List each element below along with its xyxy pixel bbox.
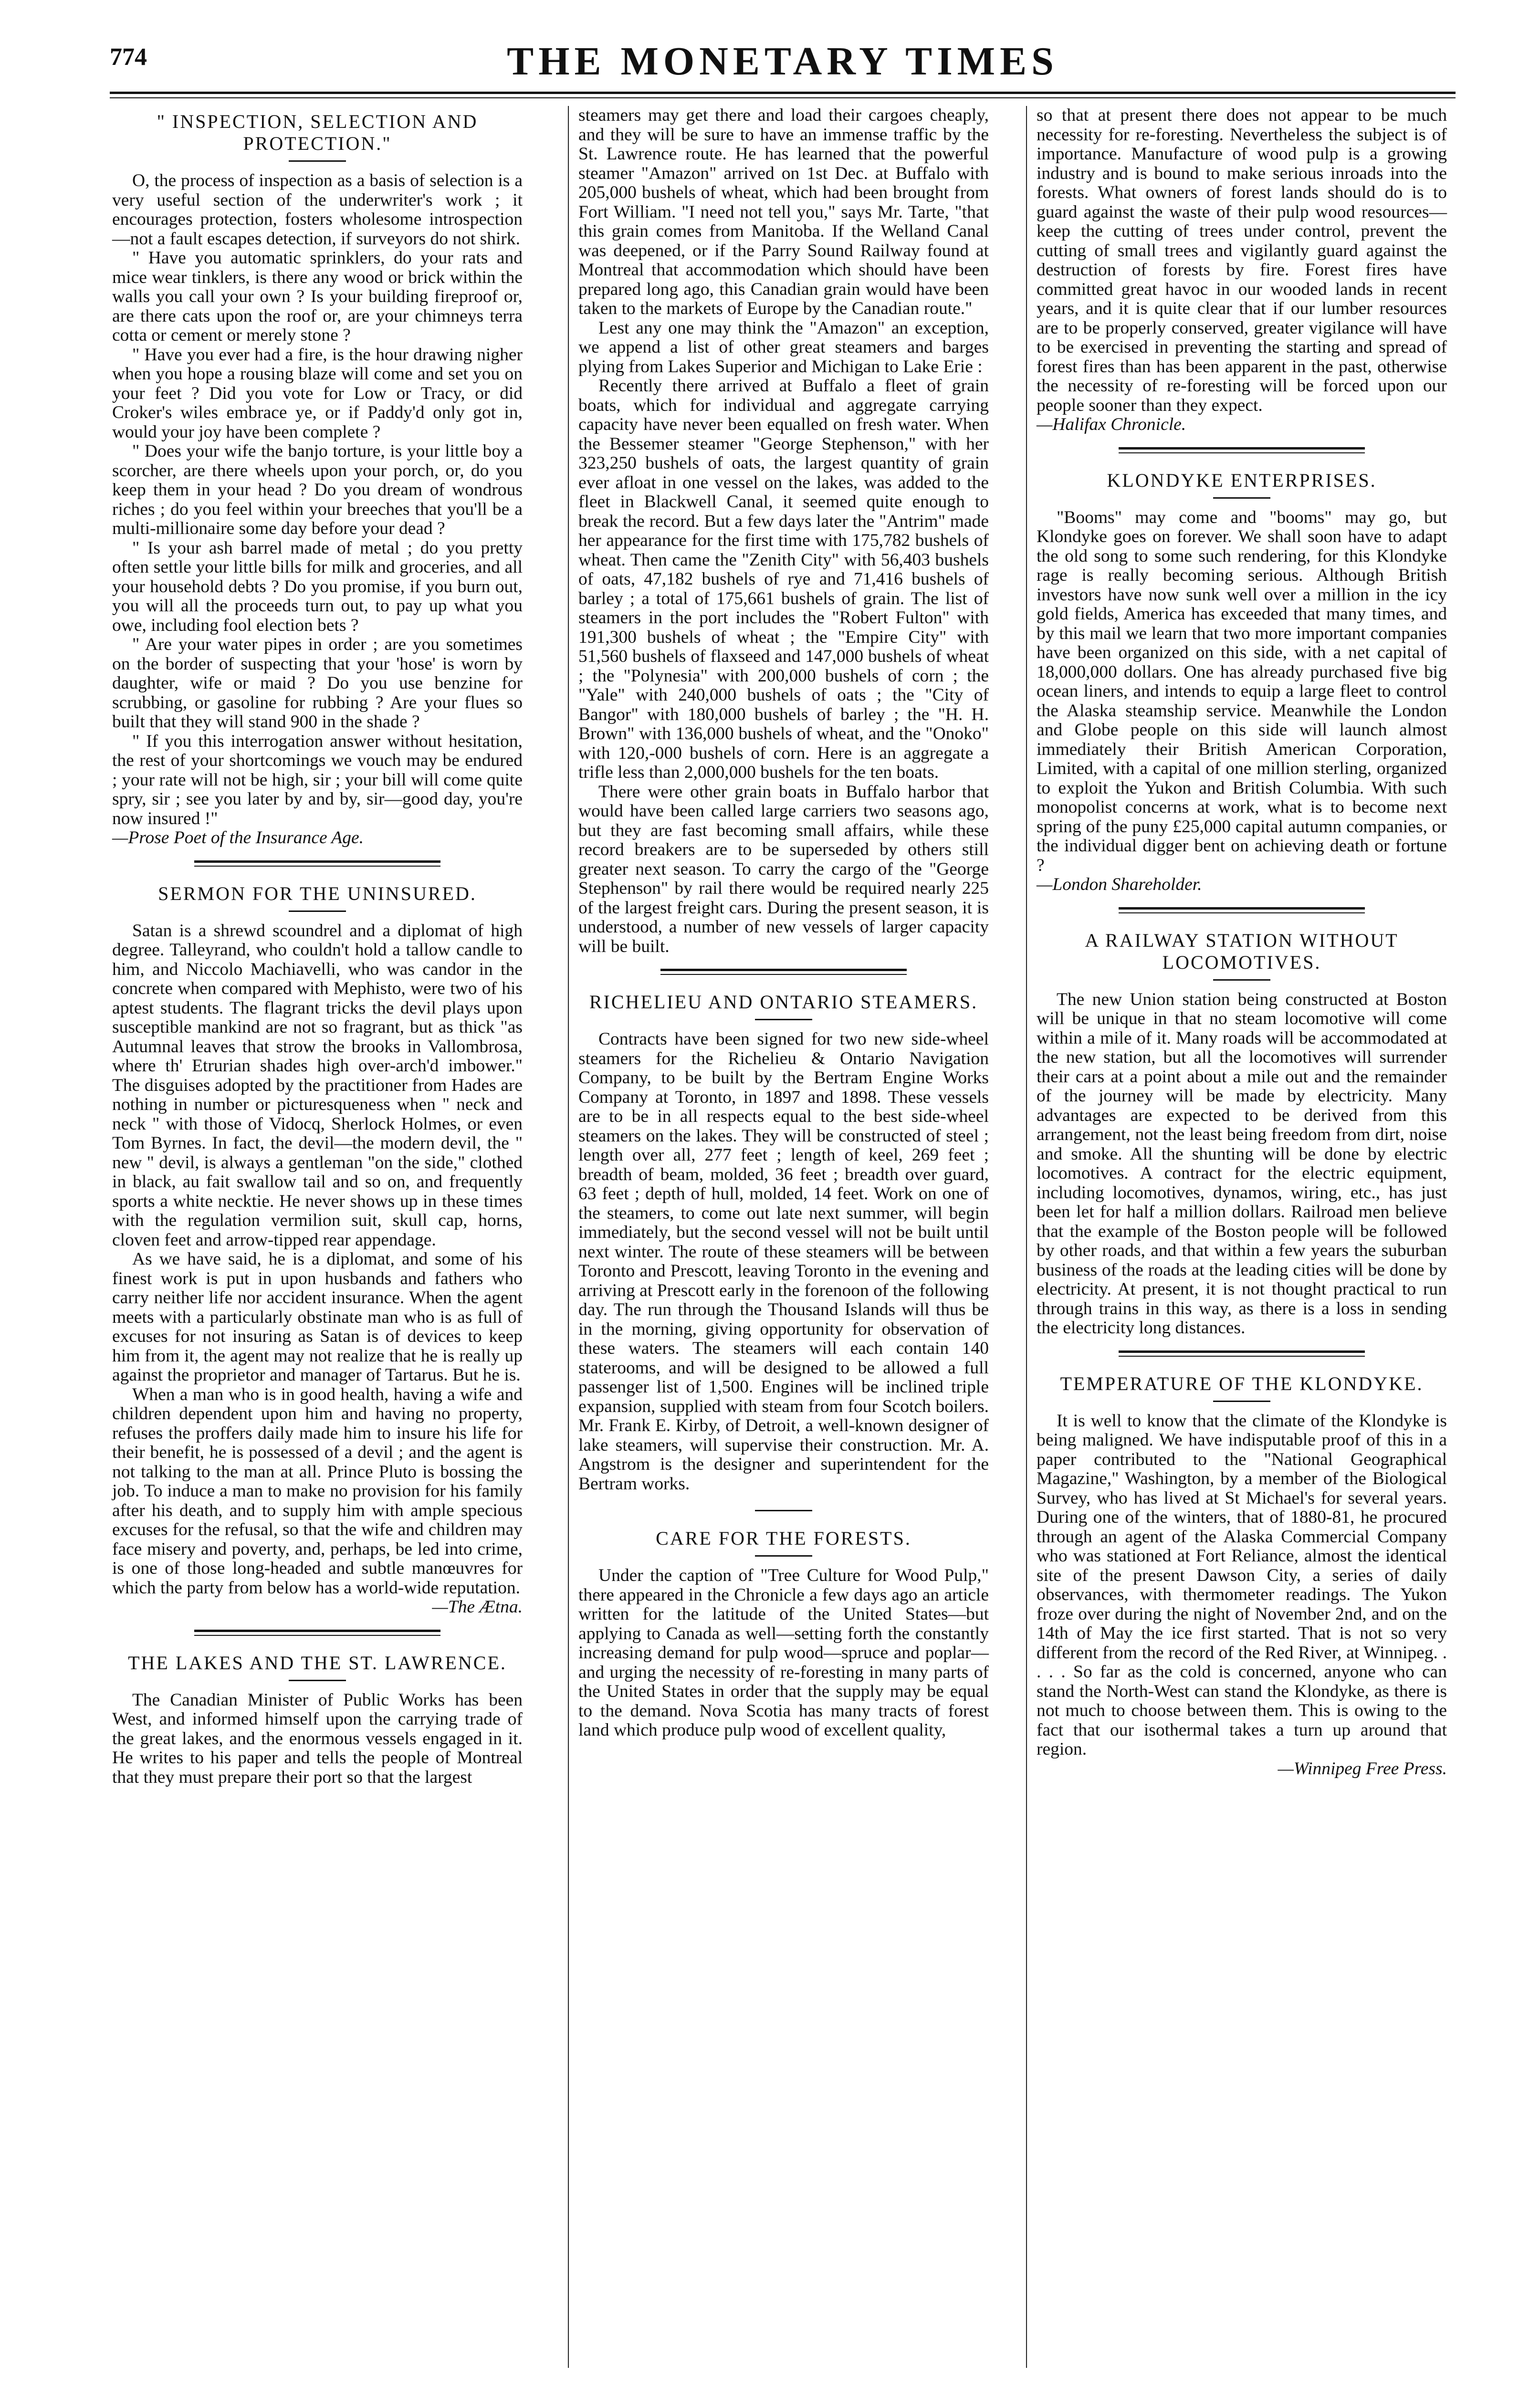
article-title-richelieu: RICHELIEU AND ONTARIO STEAMERS. xyxy=(589,991,978,1013)
short-rule xyxy=(755,1555,812,1557)
masthead-title: THE MONETARY TIMES xyxy=(507,39,1058,84)
paragraph: The Canadian Minister of Public Works has been West, and informed himself upon the carrying trade of the great lakes, and the enormous vessels engaged in it. He writes to his paper and tells the people of Montreal that they must prepare their port so that the largest xyxy=(112,1690,523,1787)
source-text: —The Ætna. xyxy=(432,1597,523,1617)
section-divider xyxy=(1119,907,1365,913)
paragraph: O, the process of inspection as a basis of selection is a very useful section of the underwriter's work ; it encourages protection, fosters wholesome introspection—not a fault escapes detection, if surveyors do not shirk. xyxy=(112,171,523,249)
source-credit xyxy=(1037,1759,1447,1779)
article-title-railway: A RAILWAY STATION WITHOUT LOCOMOTIVES. xyxy=(1085,929,1399,973)
article-title-klondyke: KLONDYKE ENTERPRISES. xyxy=(1107,469,1377,491)
section-divider xyxy=(1119,1350,1365,1357)
paragraph: Satan is a shrewd scoundrel and a diplomat of high degree. Talleyrand, who couldn't hold a tallow candle to him, and Niccolo Machiavelli, who was candor in the concrete when compared with Mephisto, were two of his aptest students. The flagrant tricks the devil plays upon susceptible mankind are not so fragrant, but as thick "as Autumnal leaves that strow the brooks in Vallombrosa, where th' Etrurian shades high over-arch'd imbower." The disguises adopted by the practitioner from Hades are nothing in number or picturesqueness when " neck and neck " with those of Vidocq, Sherlock Holmes, or even Tom Byrnes. In fact, the devil—the modern devil, the " new " devil, is always a gentleman "on the side," clothed in black, au fait swallow tail and so on, and frequently sports a white necktie. He never shows up in these times with the regulation vermilion suit, skull cap, horns, cloven feet and arrow-tipped rear appendage. xyxy=(112,921,523,1250)
header-rule-thin xyxy=(110,97,1456,98)
paragraph: " If you this interrogation answer without hesitation, the rest of your shortcomings we vouch may be endured ; your rate will not be high, sir ; your bill will come quite spry, sir ; see you later by and by, sir—good day, you're now insured !" xyxy=(112,731,523,828)
column-divider-1 xyxy=(568,106,569,2368)
short-rule xyxy=(289,160,346,162)
paragraph: There were other grain boats in Buffalo harbor that would have been called large carriers two seasons ago, but they are fast becoming small affairs, while these record breakers are to be superseded by others still greater next season. To carry the cargo of the "George Stephenson" by rail there would be required nearly 225 of the largest freight cars. During the present season, it is understood, a number of new vessels of larger capacity will be built. xyxy=(578,782,989,956)
paragraph: Lest any one may think the "Amazon" an exception, we append a list of other great steamers and barges plying from Lakes Superior and Michigan to Lake Erie : xyxy=(578,318,989,377)
page-header xyxy=(110,38,1456,91)
page-number: 774 xyxy=(110,43,147,71)
section-divider xyxy=(194,860,440,867)
paragraph: Contracts have been signed for two new side-wheel steamers for the Richelieu & Ontario Navigation Company, to be built by the Bertram Engine Works Company at Toronto, in 1897 and 1898. These vessels are to be in all respects equal to the best side-wheel steamers on the lakes. They will be constructed of steel ; length over all, 277 feet ; length of keel, 269 feet ; breadth of beam, molded, 36 feet ; breadth over guard, 63 feet ; depth of hull, molded, 14 feet. Work on one of the steamers, to come out late next summer, will begin immediately, but the second vessel will not be built until next winter. The route of these steamers will be between Toronto and Prescott, leaving Toronto in the evening and arriving at Prescott early in the forenoon of the following day. The run through the Thousand Islands will thus be in the morning, giving opportunity for observation of these waters. The steamers will each contain 140 staterooms, and will be designed to be allowed a full passenger list of 1,500. Engines will be inclined triple expansion, supplied with steam from four Scotch boilers. Mr. Frank E. Kirby, of Detroit, a well-known designer of lake steamers, will supervise their construction. Mr. A. Angstrom is the designer and superintendent for the Bertram works. xyxy=(578,1029,989,1494)
paragraph: Recently there arrived at Buffalo a fleet of grain boats, which for individual and aggregate carrying capacity have never been equalled on fresh water. When the Bessemer steamer "George Stephenson," with her 323,250 bushels of oats, the largest quantity of grain ever afloat in one vessel on the lakes, was added to the fleet in Blackwell Canal, it seemed quite enough to break the record. But a few days later the "Antrim" made her appearance for the first time with 175,782 bushels of wheat. Then came the "Zenith City" with 56,403 bushels of oats, 47,182 bushels of rye and 71,416 bushels of barley ; a total of 175,661 bushels of grain. The list of steamers in the port includes the "Robert Fulton" with 191,300 bushels of wheat ; the "Empire City" with 51,560 bushels of flaxseed and 147,000 bushels of wheat ; the "Polynesia" with 200,000 bushels of corn ; the "Yale" with 240,000 bushels of oats ; the "City of Bangor" with 180,000 bushels of barley ; the "H. H. Brown" with 136,000 bushels of wheat, and the "Onoko" with 120,-000 bushels of corn. Here is an aggregate a trifle less than 2,000,000 bushels for the ten boats. xyxy=(578,376,989,782)
short-rule xyxy=(1213,1401,1270,1402)
short-rule xyxy=(1213,979,1270,981)
paragraph: When a man who is in good health, having a wife and children dependent upon him and having no property, refuses the proffers daily made him to insure his life for their benefit, he is possessed of a devil ; and the agent is not talking to the man at all. Prince Pluto is bossing the job. To induce a man to make no provision for his family after his death, and to supply him with ample specious excuses for the refusal, so that the wife and children may face misery and poverty, and, perhaps, be led into crime, is one of those long-headed and subtle manœuvres for which the party from below has a world-wide reputation. xyxy=(112,1384,523,1598)
paragraph: " Is your ash barrel made of metal ; do you pretty often settle your little bills for milk and groceries, and all your household debts ? Do you promise, if you burn out, you will all the proceeds turn out, to pay up what you owe, including fool election bets ? xyxy=(112,538,523,635)
article-title-sermon: SERMON FOR THE UNINSURED. xyxy=(158,882,477,904)
article-title-temperature: TEMPERATURE OF THE KLONDYKE. xyxy=(1060,1372,1424,1394)
section-divider xyxy=(1119,447,1365,453)
short-rule xyxy=(289,910,346,912)
article-title-lakes: THE LAKES AND THE ST. LAWRENCE. xyxy=(128,1652,507,1674)
paragraph: "Booms" may come and "booms" may go, but Klondyke goes on forever. We shall soon have to adapt the old song to some such rendering, for this Klondyke rage is really becoming serious. Although British investors have now sunk well over a million in the icy gold fields, America has exceeded that many times, and by this mail we learn that two more important companies have been organized on this side, with a net capital of 18,000,000 dollars. One has already purchased five big ocean liners, and intends to equip a large fleet to control the Alaska steamship service. Meanwhile the London and Globe people on this side will launch almost immediately their British American Corporation, Limited, with a capital of one million sterling, organized to exploit the Yukon and British Columbia. With such monopolist concerns at work, what is to become next spring of the puny £25,000 capital autumn companies, or the individual digger bent on achieving death or fortune ? xyxy=(1037,507,1447,875)
paragraph: " Have you automatic sprinklers, do your rats and mice wear tinklers, is there any wood or brick within the walls you call your own ? Is your building fireproof or, are there cats upon the roof or, are your chimneys terra cotta or cement or merely stone ? xyxy=(112,248,523,345)
paragraph: It is well to know that the climate of the Klondyke is being maligned. We have indisputable proof of this in a paper contributed to the "National Geographical Magazine," Washington, by a member of the Biological Survey, who has lived at St Michael's for several years. During one of the winters, that of 1880-81, he procured through an agent of the Alaska Commercial Company who was stationed at Fort Reliance, almost the identical site of the present Dawson City, a series of daily observances, with thermometer readings. The Yukon froze over during the night of November 2nd, and on the 14th of May the ice first started. That is not so very different from the record of the Red River, at Winnipeg. . . . . So far as the cold is concerned, anyone who can stand the North-West can stand the Klondyke, as there is not much to choose between them. This is owing to the fact that our isothermal takes a turn up around that region. xyxy=(1037,1411,1447,1759)
column-1 xyxy=(112,106,523,1787)
header-rule xyxy=(110,92,1456,94)
source-credit xyxy=(1037,875,1447,895)
paragraph: so that at present there does not appear to be much necessity for re-foresting. Nevertheless the subject is of importance. Manufacture of wood pulp is a growing industry and is bound to make serious inroads into the forests. What owners of forest lands should do is to guard against the waste of their pulp wood resources—keep the cutting of trees under control, prevent the cutting of small trees and vigilantly guard against the destruction of forests by fire. Forest fires have committed great havoc in our wooded lands in recent years, and it is quite clear that if our lumber resources are to be properly conserved, greater vigilance will have to be exercised in preventing the starting and spread of forest fires than has been apparent in the past, otherwise the necessity of re-foresting will be forced upon our people sooner than they expect. xyxy=(1037,105,1447,415)
column-2 xyxy=(578,106,989,1740)
paragraph: " Does your wife the banjo torture, is your little boy a scorcher, are there wheels upon your porch, or, do you keep them in your head ? Do you dream of wondrous riches ; do you feel within your breeches that you'll be a multi-millionaire some day before your dead ? xyxy=(112,441,523,538)
paragraph: steamers may get there and load their cargoes cheaply, and they will be sure to have an immense traffic by the St. Lawrence route. He has learned that the powerful steamer "Amazon" arrived on 1st Dec. at Buffalo with 205,000 bushels of wheat, which had been brought from Fort William. "I need not tell you," says Mr. Tarte, "that this grain comes from Manitoba. If the Welland Canal was deepened, or if the Parry Sound Railway found at Montreal that accommodation which should have been prepared long ago, this Canadian grain would have been taken to the markets of Europe by the Canadian route." xyxy=(578,105,989,318)
article-title-inspection: " INSPECTION, SELECTION AND PROTECTION." xyxy=(157,111,478,154)
source-credit xyxy=(1037,415,1447,435)
short-rule xyxy=(1213,497,1270,499)
source-text: —Halifax Chronicle. xyxy=(1037,415,1186,434)
paragraph: Under the caption of "Tree Culture for Wood Pulp," there appeared in the Chronicle a few days ago an article written for the latitude of the United States—but applying to Canada as well—setting forth the constantly increasing demand for pulp wood—spruce and poplar—and urging the necessity of re-foresting in many parts of the United States in order that the supply may be equal to the demand. Nova Scotia has many tracts of forest land which produce pulp wood of excellent quality, xyxy=(578,1566,989,1740)
paragraph: " Are your water pipes in order ; are you sometimes on the border of suspecting that your 'hose' is worn by daughter, wife or maid ? Do you use benzine for scrubbing, or gasoline for rubbing ? Are your flues so built that they will stand 900 in the shade ? xyxy=(112,635,523,732)
column-3 xyxy=(1037,106,1447,1779)
source-text: —London Shareholder. xyxy=(1037,875,1202,894)
short-rule xyxy=(289,1680,346,1681)
short-rule xyxy=(755,1019,812,1020)
section-divider xyxy=(194,1630,440,1636)
short-rule xyxy=(755,1510,812,1511)
article-title-forests: CARE FOR THE FORESTS. xyxy=(656,1528,911,1549)
source-credit xyxy=(112,828,523,848)
paragraph: The new Union station being constructed at Boston will be unique in that no steam locomotive will come within a mile of it. Many roads will be accommodated at the new station, but all the locomotives will surrender their cars at a point about a mile out and the remainder of the journey will be made by electricity. Many advantages are expected to be derived from this arrangement, not the least being freedom from dirt, noise and smoke. All the shunting will be done by electric locomotives. A contract for the electric equipment, including locomotives, dynamos, wiring, etc., has just been let for half a million dollars. Railroad men believe that the example of the Boston people will be followed by other roads, and that within a few years the suburban business of the roads at the leading cities will be done by electricity. At present, it is not thought practical to run through trains in this way, as there is a loss in sending the electricity long distances. xyxy=(1037,989,1447,1338)
section-divider xyxy=(660,969,907,975)
column-divider-2 xyxy=(1026,106,1027,2368)
source-credit xyxy=(112,1598,523,1617)
source-text: —Winnipeg Free Press. xyxy=(1278,1758,1447,1779)
source-text: —Prose Poet of the Insurance Age. xyxy=(112,828,364,848)
paragraph: As we have said, he is a diplomat, and some of his finest work is put in upon husbands and fathers who carry neither life nor accident insurance. When the agent meets with a particularly obstinate man who is as full of excuses for not insuring as Satan is of devices to keep him from it, the agent may not realize that he is really up against the proprietor and manager of Tartarus. But he is. xyxy=(112,1249,523,1385)
paragraph: " Have you ever had a fire, is the hour drawing nigher when you hope a rousing blaze will come and set you on your feet ? Did you vote for Low or Tracy, or did Croker's wiles embrace ye, or if Paddy'd only got in, would your joy have been complete ? xyxy=(112,345,523,442)
